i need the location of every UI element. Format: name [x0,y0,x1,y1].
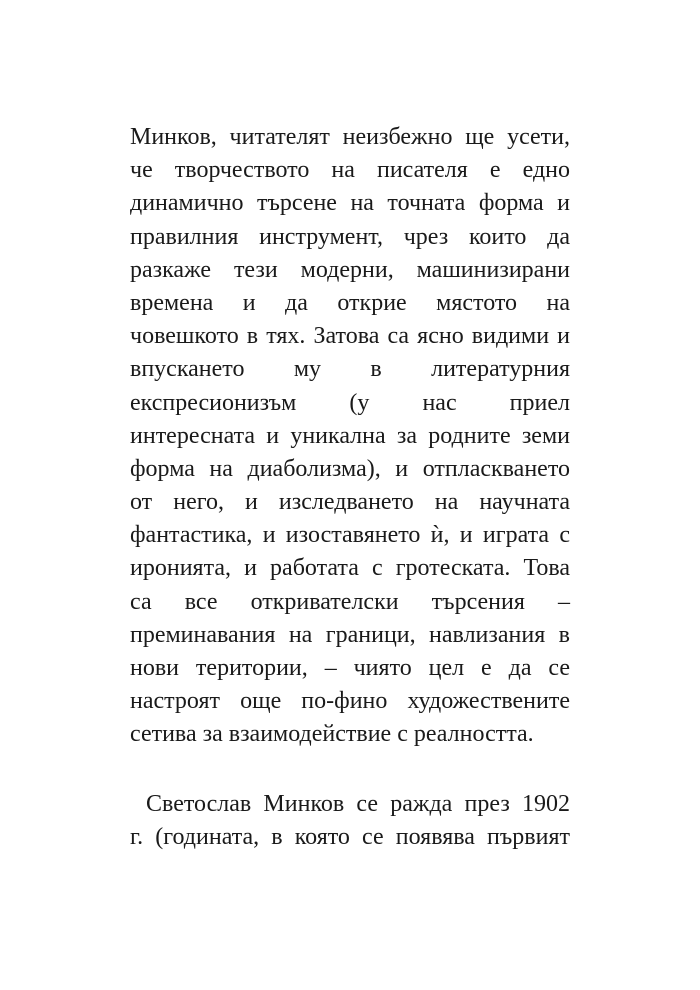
text-line: разкаже тези модерни, машинизирани [130,256,570,283]
text-line: иронията, и работата с гротеската. Това [130,555,570,582]
text-line: че творчеството на писателя е едно [130,157,570,184]
text-line: са все откривателски търсения – [130,588,570,615]
text-line: експресионизъм (у нас приел [130,389,570,416]
text-line: правилния инструмент, чрез които да [130,223,570,250]
text-line: динамично търсене на точната форма и [130,190,570,217]
text-line: настроят още по-фино художествените [130,688,570,715]
text-line: нови територии, – чиято цел е да се [130,655,570,681]
text-line: сетива за взаимодействие с реалността. [130,721,534,748]
text-line: г. (годината, в която се появява първият [130,824,570,851]
text-line: преминавания на граници, навлизания в [130,621,570,648]
text-line: времена и да открие мястото на [130,289,570,316]
text-line: впускането му в литературния [130,356,570,383]
paragraph-1 [130,121,570,752]
text-line: Светослав Минков се ражда през 1902 [146,791,570,817]
text-line: интересната и уникална за родните земи [130,422,570,449]
text-line: форма на диаболизма), и отпласкването [130,455,570,482]
text-line: от него, и изследването на научната [130,489,570,516]
text-line: човешкото в тях. Затова са ясно видими и [130,323,570,350]
text-line: фантастика, и изоставянето ѝ, и играта с [130,522,570,549]
text-line: Минков, читателят неизбежно ще усети, [130,124,570,150]
paragraph-2 [130,788,570,854]
